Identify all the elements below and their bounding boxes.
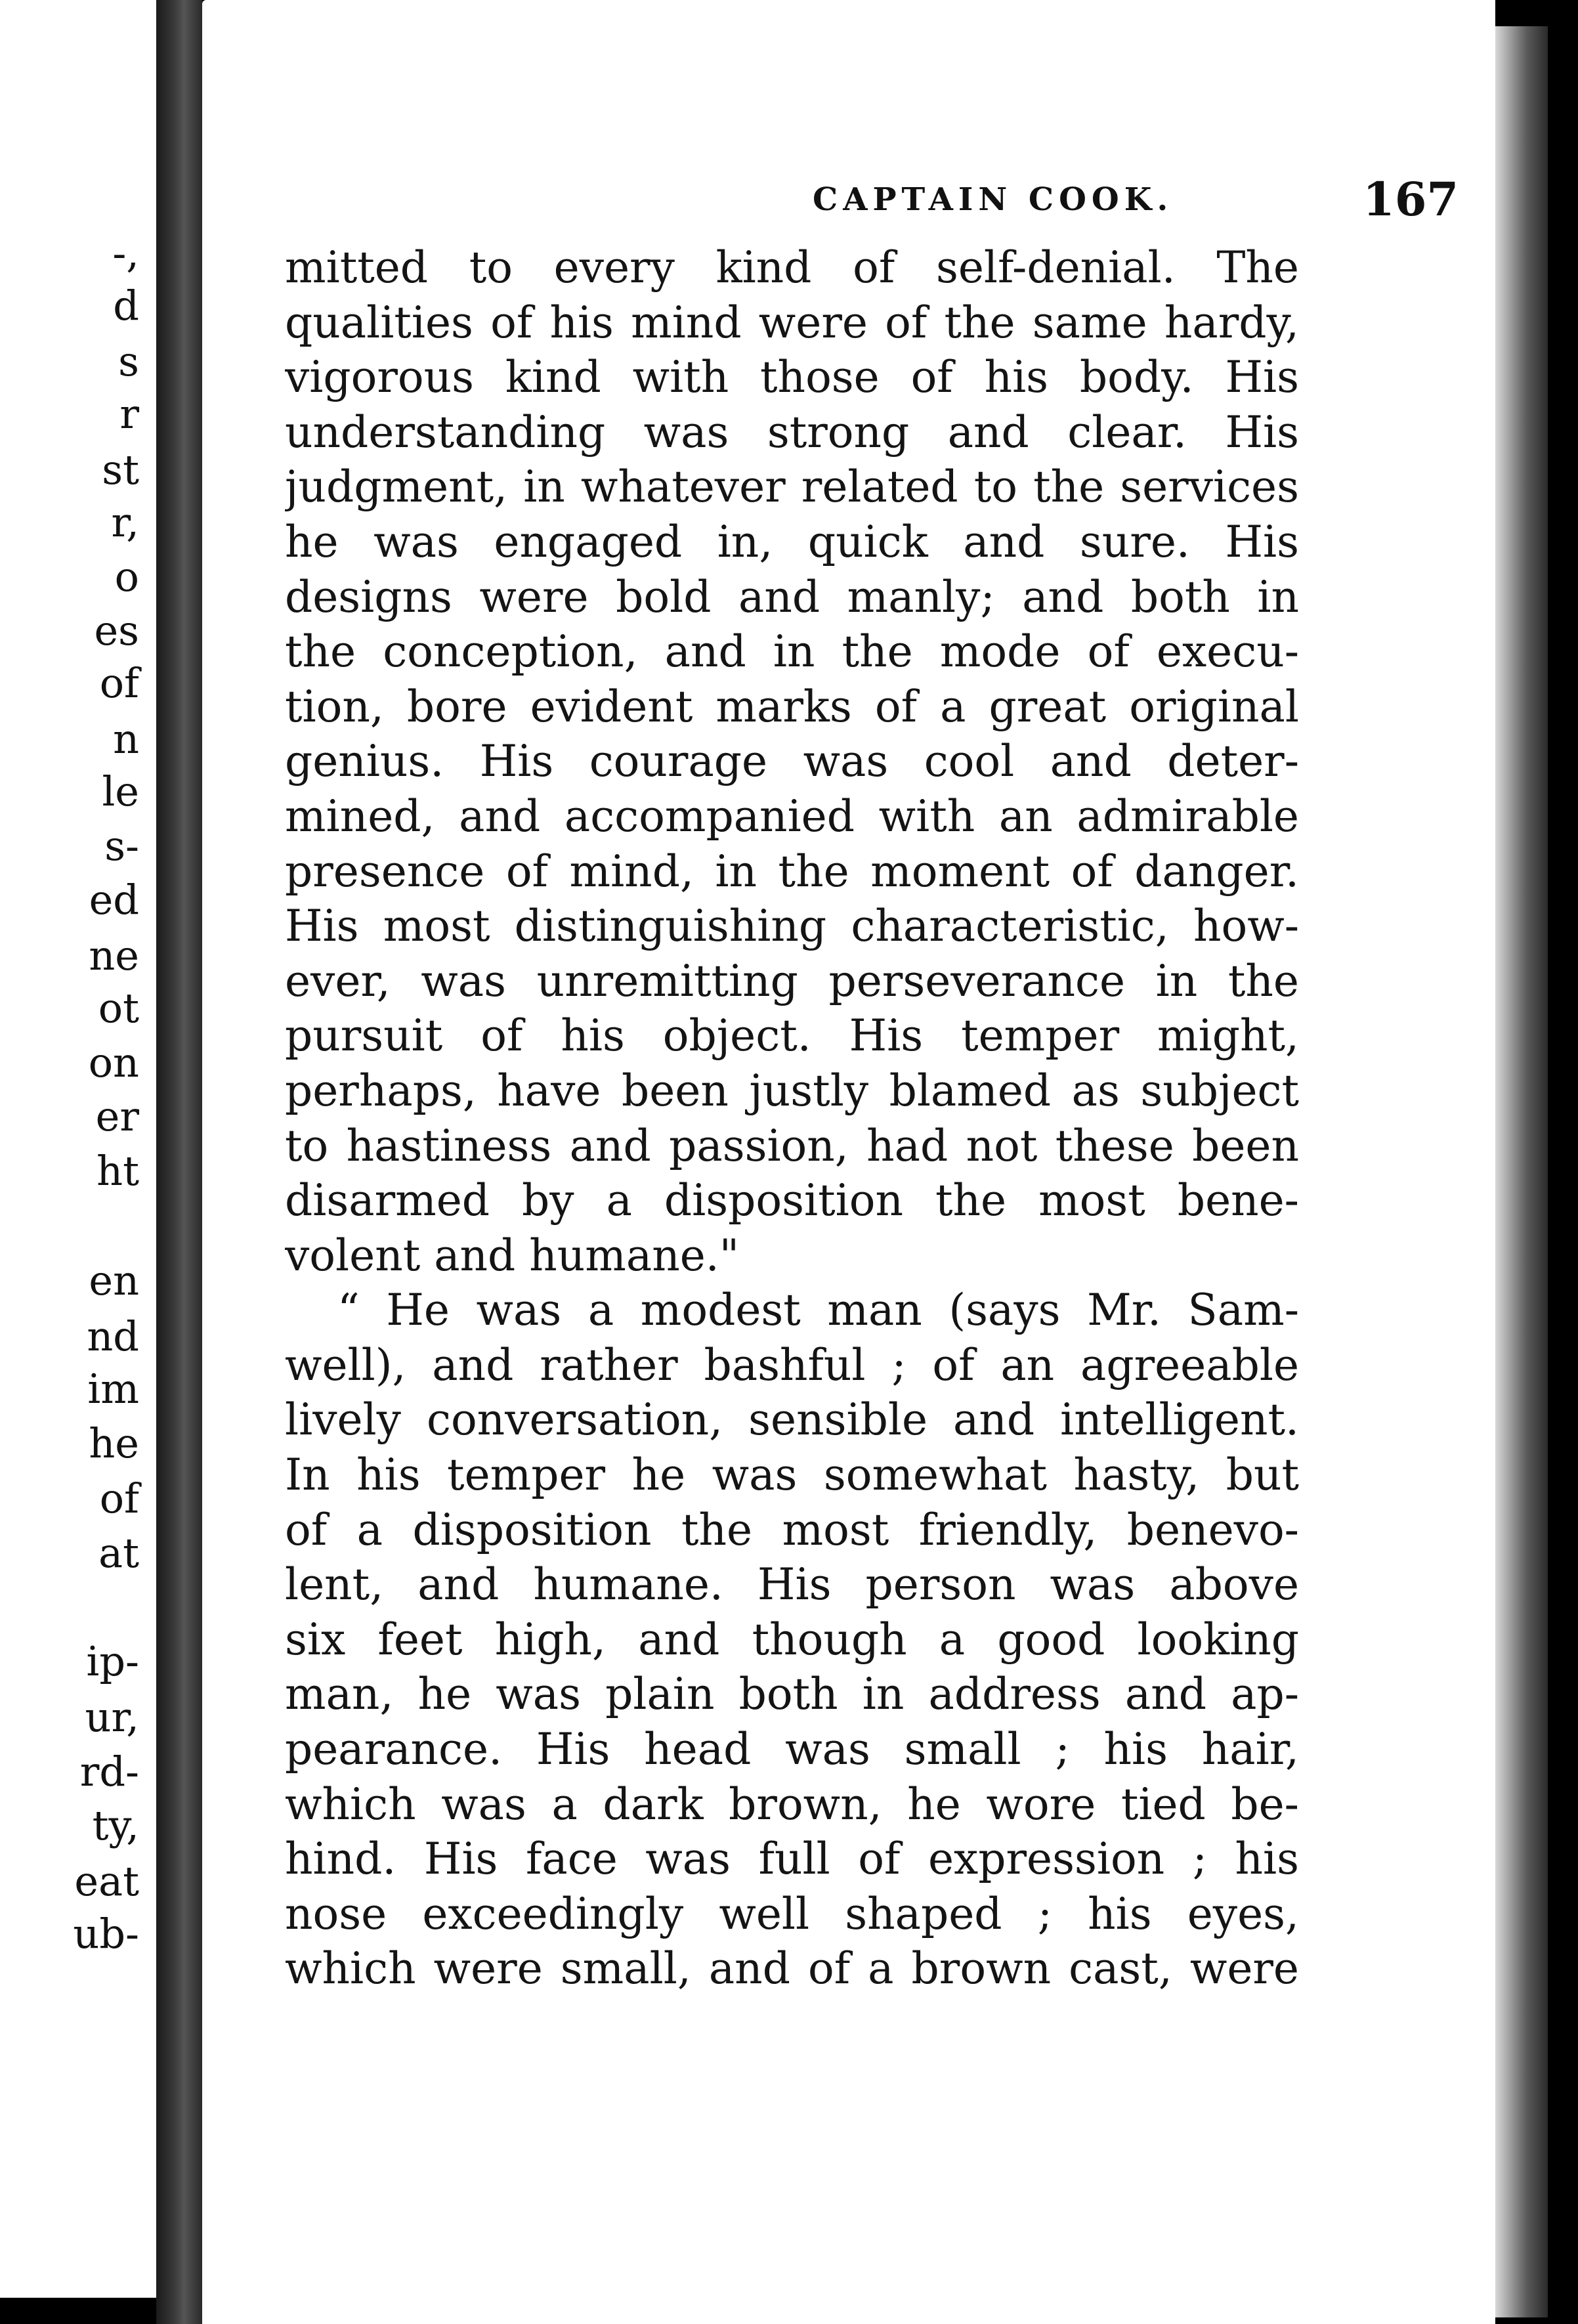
facing-page-fragment: ip- — [86, 1637, 139, 1685]
text-line: genius. His courage was cool and deter- — [285, 736, 1299, 787]
text-line: to hastiness and passion, had not these been — [285, 1120, 1299, 1171]
facing-page-text-fragments — [0, 0, 156, 2298]
text-line: ever, was unremitting perseverance in the — [285, 955, 1299, 1006]
page-number: 167 — [1363, 172, 1459, 226]
facing-page-fragment: es — [94, 607, 139, 655]
facing-page-fragment: n — [113, 715, 139, 763]
facing-page-fragment: er — [95, 1092, 139, 1140]
facing-page-fragment: r — [119, 390, 139, 438]
text-line: judgment, in whatever related to the services — [285, 462, 1299, 513]
facing-page-fragment: of — [99, 659, 139, 707]
facing-page-fragment: st — [102, 446, 139, 494]
text-line: nose exceedingly well shaped ; his eyes, — [285, 1888, 1299, 1939]
text-line: which was a dark brown, he wore tied be- — [285, 1778, 1299, 1830]
text-line: “ He was a modest man (says Mr. Sam- — [337, 1285, 1299, 1336]
facing-page-fragment: s — [118, 337, 139, 385]
facing-page-fragment: ht — [96, 1147, 139, 1195]
text-line: pursuit of his object. His temper might, — [285, 1010, 1299, 1062]
facing-page-fragment: of — [99, 1474, 139, 1522]
running-title: CAPTAIN COOK. — [813, 181, 1174, 218]
facing-page-fragment: -, — [112, 229, 139, 277]
facing-page-fragment: ur, — [85, 1693, 139, 1741]
page-stack-edge — [1495, 26, 1548, 2317]
facing-page-fragment: im — [87, 1365, 139, 1413]
text-line: presence of mind, in the moment of danger. — [285, 846, 1299, 897]
text-line: lively conversation, sensible and intelligent. — [285, 1394, 1299, 1446]
text-line: well), and rather bashful ; of an agreeable — [285, 1339, 1299, 1390]
text-line: which were small, and of a brown cast, were — [285, 1943, 1299, 1994]
text-line: the conception, and in the mode of execu- — [285, 626, 1299, 678]
text-line: qualities of his mind were of the same hardy, — [285, 297, 1299, 348]
facing-page-fragment: rd- — [79, 1748, 139, 1796]
facing-page-fragment: ne — [89, 932, 139, 979]
book-page — [202, 0, 1495, 2324]
text-line: he was engaged in, quick and sure. His — [285, 516, 1299, 567]
facing-page — [0, 0, 156, 2298]
text-line: perhaps, have been justly blamed as subject — [285, 1065, 1299, 1116]
text-line: lent, and humane. His person was above — [285, 1559, 1299, 1610]
text-line: hind. His face was full of expression ; his — [285, 1834, 1299, 1885]
facing-page-fragment: ot — [98, 984, 139, 1032]
running-head — [281, 172, 1508, 231]
text-line: man, he was plain both in address and ap- — [285, 1669, 1299, 1720]
facing-page-fragment: s- — [104, 822, 139, 870]
facing-page-fragment: at — [98, 1529, 139, 1577]
facing-page-fragment: he — [89, 1419, 139, 1467]
text-line: mined, and accompanied with an admirable — [285, 790, 1299, 842]
text-line: tion, bore evident marks of a great original — [285, 681, 1299, 732]
text-line: mitted to every kind of self-denial. The — [285, 242, 1299, 293]
facing-page-fragment: nd — [87, 1312, 139, 1360]
facing-page-fragment: d — [113, 282, 139, 330]
text-line: In his temper he was somewhat hasty, but — [285, 1450, 1299, 1501]
text-line: of a disposition the most friendly, benevo- — [285, 1504, 1299, 1555]
text-line: His most distinguishing characteristic, how- — [285, 901, 1299, 952]
facing-page-fragment: ed — [89, 876, 139, 924]
facing-page-fragment: le — [102, 767, 139, 815]
facing-page-fragment: eat — [74, 1857, 139, 1905]
facing-page-fragment: ub- — [73, 1910, 139, 1958]
text-line: understanding was strong and clear. His — [285, 406, 1299, 458]
facing-page-fragment: ty, — [92, 1801, 139, 1849]
text-line: pearance. His head was small ; his hair, — [285, 1724, 1299, 1775]
text-line: disarmed by a disposition the most bene- — [285, 1175, 1299, 1226]
book-gutter — [156, 0, 202, 2324]
facing-page-fragment: on — [88, 1039, 139, 1087]
text-line: designs were bold and manly; and both in — [285, 571, 1299, 622]
text-line: volent and humane." — [285, 1230, 740, 1281]
text-line: six feet high, and though a good looking — [285, 1614, 1299, 1665]
text-line: vigorous kind with those of his body. His — [285, 352, 1299, 403]
body-text — [285, 240, 1299, 1996]
facing-page-fragment: en — [89, 1257, 139, 1304]
facing-page-fragment: o — [114, 553, 139, 601]
facing-page-fragment: r, — [111, 498, 139, 546]
